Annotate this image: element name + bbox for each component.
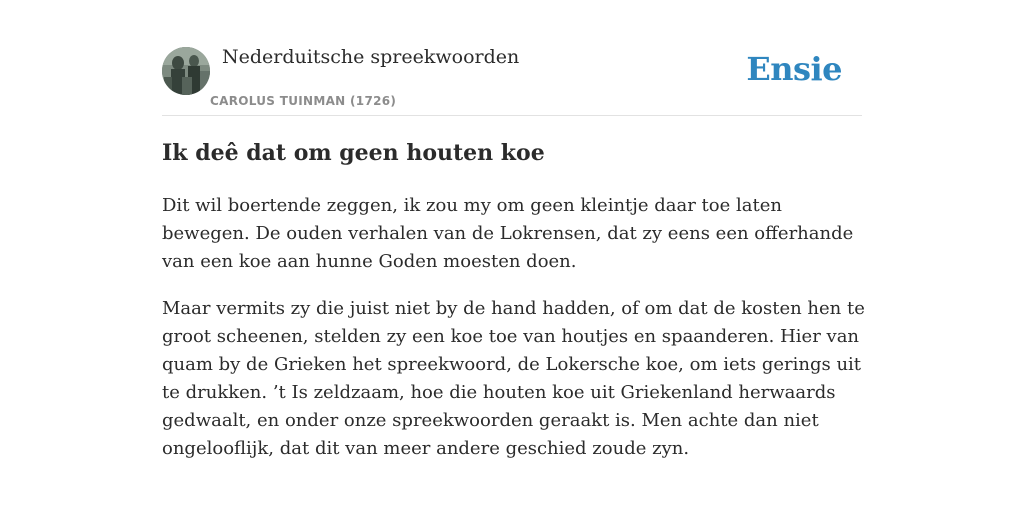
- entry-paragraph: Maar vermits zy die juist niet by de hand hadden, of om dat de kosten hen te groot scheenen, stelden zy een koe toe van houtjes en spaanderen. Hier van quam by de Grieken het spreekwoord, de Lokersche koe, om iets gerings uit te drukken. ’t Is zeldzaam, hoe die houten koe uit Griekenland herwaards gedwaalt, en onder onze spreekwoorden geraakt is. Men achte dan niet ongelooflijk, dat dit van meer andere geschied zoude zyn.: [162, 298, 865, 459]
- entry-body: [162, 192, 866, 482]
- source-title[interactable]: Nederduitsche spreekwoorden: [222, 46, 520, 68]
- statue-photo-icon: [162, 47, 210, 95]
- brand-logo[interactable]: Ensie: [746, 50, 842, 88]
- entry-paragraph: Dit wil boertende zeggen, ik zou my om geen kleintje daar toe laten bewegen. De ouden verhalen van de Lokrensen, dat zy eens een offerhande van een koe aan hunne Goden moesten doen.: [162, 195, 854, 272]
- avatar[interactable]: [162, 47, 210, 95]
- source-header: [162, 40, 862, 116]
- source-author[interactable]: CAROLUS TUINMAN (1726): [210, 94, 397, 108]
- entry-title: Ik deê dat om geen houten koe: [162, 140, 545, 166]
